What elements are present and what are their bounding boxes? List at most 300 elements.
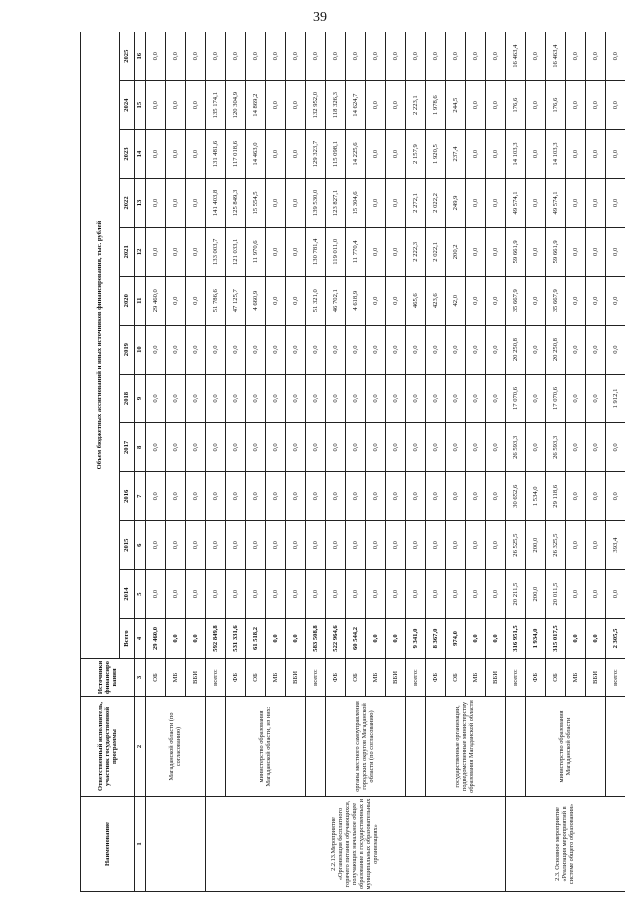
year-value: 0,0 — [366, 32, 386, 81]
year-value: 0,0 — [146, 570, 166, 619]
total-value: 0,0 — [166, 619, 186, 659]
year-value: 0,0 — [386, 32, 406, 81]
year-value: 0,0 — [146, 178, 166, 227]
year-value: 465,6 — [406, 276, 426, 325]
year-value: 0,0 — [146, 423, 166, 472]
total-value: 1 934,0 — [526, 619, 546, 659]
year-value: 0,0 — [266, 472, 286, 521]
year-value: 0,0 — [166, 81, 186, 130]
year-value: 0,0 — [446, 423, 466, 472]
total-value: 0,0 — [366, 619, 386, 659]
year-value: 0,0 — [586, 374, 606, 423]
year-value: 0,0 — [486, 521, 506, 570]
executor — [206, 697, 226, 797]
year-value: 0,0 — [366, 81, 386, 130]
year-value: 0,0 — [566, 178, 586, 227]
executor — [306, 697, 326, 797]
year-value: 0,0 — [146, 374, 166, 423]
year-value: 0,0 — [586, 570, 606, 619]
year-value: 0,0 — [466, 130, 486, 179]
table-row — [146, 32, 166, 892]
year-value: 141 403,8 — [206, 178, 226, 227]
header-year: 2021 — [120, 227, 135, 276]
year-value: 20 011,5 — [546, 570, 566, 619]
funding-source: ОБ — [246, 659, 266, 697]
year-value: 0,0 — [566, 325, 586, 374]
year-value: 0,0 — [266, 521, 286, 570]
year-value: 0,0 — [606, 227, 626, 276]
year-value: 0,0 — [566, 423, 586, 472]
year-value: 0,0 — [406, 32, 426, 81]
year-value: 0,0 — [486, 276, 506, 325]
year-value: 200,0 — [526, 521, 546, 570]
year-value: 0,0 — [166, 130, 186, 179]
year-value: 17 070,6 — [506, 374, 526, 423]
year-value: 0,0 — [206, 374, 226, 423]
year-value: 14 103,3 — [546, 130, 566, 179]
year-value: 0,0 — [226, 32, 246, 81]
year-value: 0,0 — [206, 32, 226, 81]
table-row — [326, 32, 346, 892]
funding-source: ОБ — [546, 659, 566, 697]
year-value: 0,0 — [346, 32, 366, 81]
year-value: 0,0 — [226, 570, 246, 619]
year-value: 0,0 — [606, 472, 626, 521]
column-index: 12 — [135, 227, 146, 276]
total-value: 29 460,0 — [146, 619, 166, 659]
year-value: 0,0 — [606, 32, 626, 81]
year-value: 0,0 — [406, 521, 426, 570]
year-value: 0,0 — [346, 325, 366, 374]
executor: государственные организации, подведомственные министерству образования Магаданской области — [426, 697, 506, 797]
year-value: 0,0 — [226, 325, 246, 374]
year-value: 0,0 — [246, 521, 266, 570]
total-value: 315 017,5 — [546, 619, 566, 659]
total-value: 60 544,2 — [346, 619, 366, 659]
year-value: 20 250,8 — [506, 325, 526, 374]
year-value: 0,0 — [326, 570, 346, 619]
column-index: 8 — [135, 423, 146, 472]
year-value: 0,0 — [346, 521, 366, 570]
year-value: 0,0 — [606, 325, 626, 374]
year-value: 125 849,3 — [226, 178, 246, 227]
year-value: 0,0 — [466, 81, 486, 130]
year-value: 0,0 — [606, 130, 626, 179]
year-value: 20 250,8 — [546, 325, 566, 374]
year-value: 0,0 — [246, 374, 266, 423]
year-value: 0,0 — [166, 374, 186, 423]
funding-source: МБ — [166, 659, 186, 697]
year-value: 0,0 — [566, 472, 586, 521]
year-value: 0,0 — [286, 374, 306, 423]
total-value: 592 849,8 — [206, 619, 226, 659]
year-value: 133 003,7 — [206, 227, 226, 276]
year-value: 0,0 — [366, 130, 386, 179]
year-value: 0,0 — [486, 325, 506, 374]
year-value: 0,0 — [186, 570, 206, 619]
year-value: 0,0 — [346, 472, 366, 521]
year-value: 20 211,5 — [506, 570, 526, 619]
funding-source: ВБИ — [486, 659, 506, 697]
year-value: 0,0 — [186, 472, 206, 521]
year-value: 176,6 — [506, 81, 526, 130]
year-value: 0,0 — [366, 227, 386, 276]
year-value: 0,0 — [306, 521, 326, 570]
rotated-table-container — [80, 32, 625, 892]
year-value: 0,0 — [386, 130, 406, 179]
year-value: 0,0 — [146, 521, 166, 570]
column-index: 3 — [135, 659, 146, 697]
year-value: 0,0 — [186, 325, 206, 374]
year-value: 0,0 — [486, 81, 506, 130]
year-value: 0,0 — [266, 374, 286, 423]
total-value: 522 964,6 — [326, 619, 346, 659]
year-value: 0,0 — [526, 32, 546, 81]
year-value: 0,0 — [386, 178, 406, 227]
header-year: 2017 — [120, 423, 135, 472]
header-total: Всего — [120, 619, 135, 659]
year-value: 0,0 — [146, 472, 166, 521]
total-value: 0,0 — [466, 619, 486, 659]
funding-source: ОБ — [346, 659, 366, 697]
year-value: 0,0 — [266, 227, 286, 276]
funding-source: ВБИ — [386, 659, 406, 697]
year-value: 0,0 — [466, 423, 486, 472]
year-value: 0,0 — [526, 423, 546, 472]
year-value: 0,0 — [466, 32, 486, 81]
year-value: 0,0 — [466, 472, 486, 521]
year-value: 0,0 — [206, 521, 226, 570]
table-row — [226, 32, 246, 892]
funding-source: ФБ — [526, 659, 546, 697]
year-value: 0,0 — [186, 374, 206, 423]
year-value: 14 624,7 — [346, 81, 366, 130]
total-value: 0,0 — [486, 619, 506, 659]
year-value: 0,0 — [326, 325, 346, 374]
table-row — [526, 32, 546, 892]
funding-source: всего: — [406, 659, 426, 697]
year-value: 119 011,0 — [326, 227, 346, 276]
total-value: 0,0 — [266, 619, 286, 659]
year-value: 2 157,9 — [406, 130, 426, 179]
funding-source: МБ — [366, 659, 386, 697]
year-value: 15 554,5 — [246, 178, 266, 227]
header-name: Наименование — [81, 797, 135, 892]
year-value: 0,0 — [346, 570, 366, 619]
column-index: 15 — [135, 81, 146, 130]
year-value: 0,0 — [386, 276, 406, 325]
year-value: 0,0 — [466, 276, 486, 325]
year-value: 2 223,1 — [406, 81, 426, 130]
year-value: 0,0 — [426, 374, 446, 423]
year-value: 0,0 — [526, 178, 546, 227]
year-value: 0,0 — [166, 325, 186, 374]
column-index: 11 — [135, 276, 146, 325]
year-value: 2 022,2 — [426, 178, 446, 227]
executor: министерство образования Магаданской области — [526, 697, 606, 797]
year-value: 0,0 — [446, 374, 466, 423]
year-value: 0,0 — [566, 374, 586, 423]
year-value: 0,0 — [326, 521, 346, 570]
header-year: 2022 — [120, 178, 135, 227]
year-value: 0,0 — [426, 423, 446, 472]
column-index: 14 — [135, 130, 146, 179]
year-value: 0,0 — [466, 374, 486, 423]
year-value: 115 098,1 — [326, 130, 346, 179]
year-value: 0,0 — [206, 472, 226, 521]
year-value: 0,0 — [586, 32, 606, 81]
funding-source: МБ — [266, 659, 286, 697]
total-value: 0,0 — [186, 619, 206, 659]
year-value: 4 618,9 — [346, 276, 366, 325]
year-value: 0,0 — [466, 227, 486, 276]
table-row — [306, 32, 326, 892]
header-year: 2025 — [120, 32, 135, 81]
executor — [506, 697, 526, 797]
year-value: 15 304,6 — [346, 178, 366, 227]
year-value: 0,0 — [186, 227, 206, 276]
year-value: 0,0 — [326, 472, 346, 521]
executor: органы местного самоуправления городских округов Магаданской области (по согласованию) — [326, 697, 406, 797]
year-value: 0,0 — [286, 227, 306, 276]
funding-source: всего: — [606, 659, 626, 697]
year-value: 0,0 — [566, 521, 586, 570]
measure-name: 2.2.13.Мероприятие «Организация бесплатного горячего питания обучающихся, получающих начальное общее образование в государственных и муниципальных образовательных организациях» — [206, 797, 506, 892]
year-value: 35 667,9 — [506, 276, 526, 325]
table-row — [606, 32, 626, 892]
year-value: 0,0 — [526, 81, 546, 130]
year-value: 26 593,3 — [506, 423, 526, 472]
year-value: 0,0 — [446, 521, 466, 570]
total-value: 61 518,2 — [246, 619, 266, 659]
year-value: 0,0 — [386, 374, 406, 423]
year-value: 0,0 — [606, 423, 626, 472]
year-value: 0,0 — [566, 81, 586, 130]
header-year: 2018 — [120, 374, 135, 423]
year-value: 0,0 — [386, 521, 406, 570]
year-value: 0,0 — [186, 276, 206, 325]
table-row — [206, 32, 226, 892]
year-value: 0,0 — [486, 130, 506, 179]
year-value: 0,0 — [166, 472, 186, 521]
year-value: 0,0 — [306, 325, 326, 374]
year-value: 0,0 — [266, 81, 286, 130]
year-value: 0,0 — [386, 227, 406, 276]
year-value: 0,0 — [206, 325, 226, 374]
year-value: 244,5 — [446, 81, 466, 130]
year-value: 0,0 — [466, 178, 486, 227]
year-value: 0,0 — [286, 423, 306, 472]
year-value: 0,0 — [366, 570, 386, 619]
year-value: 393,4 — [606, 521, 626, 570]
funding-source: ФБ — [226, 659, 246, 697]
year-value: 0,0 — [186, 521, 206, 570]
year-value: 17 070,6 — [546, 374, 566, 423]
page-number: 39 — [313, 10, 327, 25]
year-value: 29 460,0 — [146, 276, 166, 325]
column-index: 6 — [135, 521, 146, 570]
year-value: 51 321,0 — [306, 276, 326, 325]
year-value: 0,0 — [386, 472, 406, 521]
year-value: 118 326,3 — [326, 81, 346, 130]
year-value: 0,0 — [466, 325, 486, 374]
year-value: 0,0 — [166, 32, 186, 81]
year-value: 0,0 — [486, 570, 506, 619]
year-value: 0,0 — [486, 374, 506, 423]
column-index: 16 — [135, 32, 146, 81]
year-value: 16 463,4 — [546, 32, 566, 81]
year-value: 0,0 — [366, 325, 386, 374]
year-value: 0,0 — [406, 374, 426, 423]
year-value: 30 652,6 — [506, 472, 526, 521]
year-value: 0,0 — [146, 227, 166, 276]
year-value: 2 222,3 — [406, 227, 426, 276]
funding-source: ВБИ — [586, 659, 606, 697]
year-value: 0,0 — [226, 472, 246, 521]
header-year: 2019 — [120, 325, 135, 374]
year-value: 1 912,1 — [606, 374, 626, 423]
year-value: 135 174,1 — [206, 81, 226, 130]
year-value: 4 660,9 — [246, 276, 266, 325]
year-value: 0,0 — [306, 472, 326, 521]
year-value: 0,0 — [566, 570, 586, 619]
year-value: 14 103,3 — [506, 130, 526, 179]
table-row — [406, 32, 426, 892]
year-value: 0,0 — [286, 130, 306, 179]
year-value: 200,2 — [446, 227, 466, 276]
year-value: 51 786,6 — [206, 276, 226, 325]
executor — [406, 697, 426, 797]
total-value: 974,0 — [446, 619, 466, 659]
year-value: 0,0 — [246, 472, 266, 521]
total-value: 316 951,5 — [506, 619, 526, 659]
year-value: 0,0 — [526, 325, 546, 374]
year-value: 0,0 — [386, 325, 406, 374]
year-value: 0,0 — [266, 178, 286, 227]
year-value: 0,0 — [386, 570, 406, 619]
year-value: 0,0 — [426, 325, 446, 374]
year-value: 0,0 — [266, 130, 286, 179]
year-value: 0,0 — [226, 423, 246, 472]
year-value: 0,0 — [326, 423, 346, 472]
year-value: 59 661,9 — [546, 227, 566, 276]
total-value: 0,0 — [566, 619, 586, 659]
year-value: 0,0 — [246, 570, 266, 619]
year-value: 0,0 — [146, 32, 166, 81]
header-year: 2023 — [120, 130, 135, 179]
year-value: 0,0 — [286, 325, 306, 374]
year-value: 0,0 — [446, 325, 466, 374]
year-value: 0,0 — [586, 423, 606, 472]
year-value: 29 118,6 — [546, 472, 566, 521]
header-year: 2015 — [120, 521, 135, 570]
year-value: 0,0 — [586, 521, 606, 570]
measure-name — [146, 797, 206, 892]
year-value: 0,0 — [286, 472, 306, 521]
year-value: 131 481,6 — [206, 130, 226, 179]
year-value: 0,0 — [446, 32, 466, 81]
year-value: 42,0 — [446, 276, 466, 325]
year-value: 0,0 — [346, 374, 366, 423]
total-value: 0,0 — [286, 619, 306, 659]
year-value: 26 525,5 — [506, 521, 526, 570]
year-value: 0,0 — [246, 32, 266, 81]
year-value: 0,0 — [606, 276, 626, 325]
year-value: 139 530,0 — [306, 178, 326, 227]
year-value: 49 574,1 — [546, 178, 566, 227]
executor: Магаданской области (по согласованию) — [146, 697, 206, 797]
year-value: 0,0 — [166, 227, 186, 276]
column-index: 5 — [135, 570, 146, 619]
year-value: 0,0 — [206, 423, 226, 472]
year-value: 0,0 — [186, 32, 206, 81]
year-value: 1 920,5 — [426, 130, 446, 179]
year-value: 0,0 — [146, 325, 166, 374]
year-value: 14 463,0 — [246, 130, 266, 179]
year-value: 121 033,1 — [226, 227, 246, 276]
year-value: 0,0 — [386, 81, 406, 130]
year-value: 47 125,7 — [226, 276, 246, 325]
table-row — [506, 32, 526, 892]
year-value: 0,0 — [326, 32, 346, 81]
year-value: 0,0 — [306, 570, 326, 619]
year-value: 132 952,0 — [306, 81, 326, 130]
year-value: 0,0 — [526, 227, 546, 276]
year-value: 0,0 — [586, 325, 606, 374]
year-value: 0,0 — [146, 81, 166, 130]
year-value: 0,0 — [446, 570, 466, 619]
total-value: 0,0 — [386, 619, 406, 659]
header-executor: Ответственный исполнитель, участник государственной программы — [81, 697, 135, 797]
year-value: 14 869,2 — [246, 81, 266, 130]
year-value: 0,0 — [206, 570, 226, 619]
year-value: 0,0 — [406, 423, 426, 472]
year-value: 0,0 — [426, 570, 446, 619]
year-value: 0,0 — [346, 423, 366, 472]
year-value: 0,0 — [426, 521, 446, 570]
year-value: 0,0 — [286, 178, 306, 227]
year-value: 176,6 — [546, 81, 566, 130]
header-year: 2024 — [120, 81, 135, 130]
measure-name: 2.3. Основное мероприятие «Реализация мероприятий в системе общего образования» — [506, 797, 626, 892]
year-value: 0,0 — [306, 374, 326, 423]
executor: министерство образования Магаданской области, из них: — [226, 697, 306, 797]
year-value: 0,0 — [226, 521, 246, 570]
year-value: 0,0 — [606, 570, 626, 619]
year-value: 0,0 — [246, 325, 266, 374]
year-value: 0,0 — [146, 130, 166, 179]
funding-source: ОБ — [146, 659, 166, 697]
year-value: 0,0 — [286, 570, 306, 619]
header-year: 2016 — [120, 472, 135, 521]
funding-source: всего: — [206, 659, 226, 697]
year-value: 2 022,1 — [426, 227, 446, 276]
year-value: 0,0 — [586, 178, 606, 227]
year-value: 0,0 — [306, 32, 326, 81]
total-value: 9 341,0 — [406, 619, 426, 659]
year-value: 0,0 — [526, 130, 546, 179]
year-value: 0,0 — [566, 276, 586, 325]
executor — [606, 697, 626, 797]
year-value: 0,0 — [266, 423, 286, 472]
funding-source: всего: — [506, 659, 526, 697]
total-value: 531 331,6 — [226, 619, 246, 659]
column-index: 2 — [135, 697, 146, 797]
year-value: 0,0 — [486, 472, 506, 521]
year-value: 0,0 — [366, 276, 386, 325]
year-value: 49 574,1 — [506, 178, 526, 227]
year-value: 0,0 — [366, 423, 386, 472]
